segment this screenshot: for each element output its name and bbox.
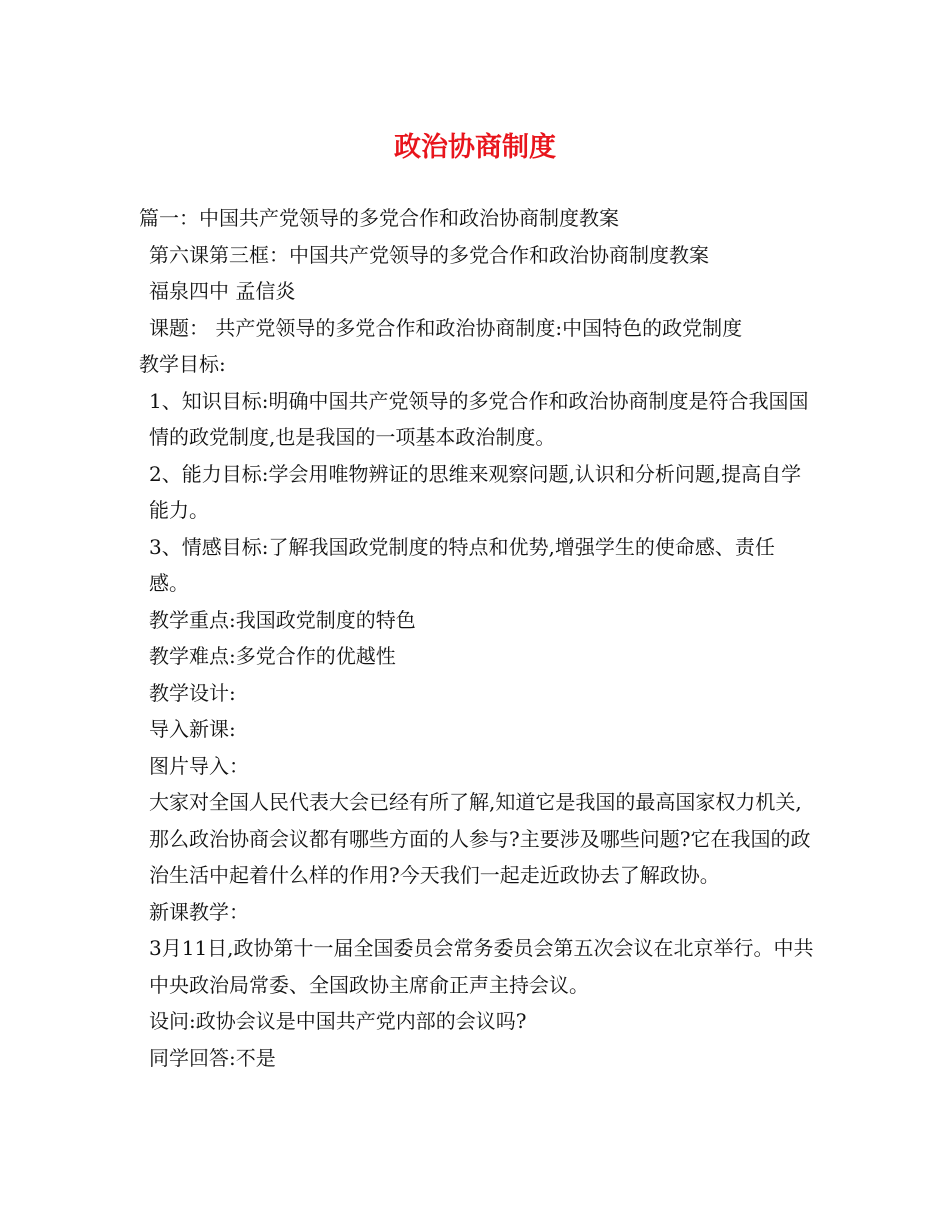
document-body (139, 200, 814, 1076)
paragraph: 2、能力目标:学会用唯物辨证的思维来观察问题,认识和分析问题,提高自学能力。 (149, 461, 802, 522)
paragraph: 同学回答:不是 (149, 1045, 276, 1070)
paragraph: 教学难点:多党合作的优越性 (149, 644, 396, 668)
paragraph: 教学设计: (149, 680, 236, 705)
paragraph: 导入新课: (149, 717, 236, 741)
paragraph: 1、知识目标:明确中国共产党领导的多党合作和政治协商制度是符合我国国情的政党制度,也是我国的一项基本政治制度。 (149, 388, 809, 449)
paragraph: 3、情感目标:了解我国政党制度的特点和优势,增强学生的使命感、责任感。 (149, 534, 775, 595)
paragraph: 设问:政协会议是中国共产党内部的会议吗? (149, 1009, 527, 1033)
paragraph: 3月11日,政协第十一届全国委员会常务委员会第五次会议在北京举行。中共中央政治局常委、全国政协主席俞正声主持会议。 (149, 936, 814, 997)
paragraph: 篇一：中国共产党领导的多党合作和政治协商制度教案 (139, 206, 619, 230)
paragraph: 福泉四中 孟信炎 (149, 279, 296, 303)
document-title: 政治协商制度 (394, 132, 556, 163)
paragraph: 教学目标: (139, 352, 226, 376)
paragraph: 课题： 共产党领导的多党合作和政治协商制度:中国特色的政党制度 (149, 315, 743, 340)
paragraph: 新课教学： (149, 899, 249, 924)
paragraph: 图片导入： (149, 753, 249, 778)
paragraph: 大家对全国人民代表大会已经有所了解,知道它是我国的最高国家权力机关,那么政治协商会议都有哪些方面的人参与?主要涉及哪些问题?它在我国的政治生活中起着什么样的作用?今天我们一起走近政协去了解政协。 (149, 790, 811, 887)
paragraph: 教学重点:我国政党制度的特色 (149, 607, 416, 632)
paragraph: 第六课第三框：中国共产党领导的多党合作和政治协商制度教案 (149, 242, 709, 267)
